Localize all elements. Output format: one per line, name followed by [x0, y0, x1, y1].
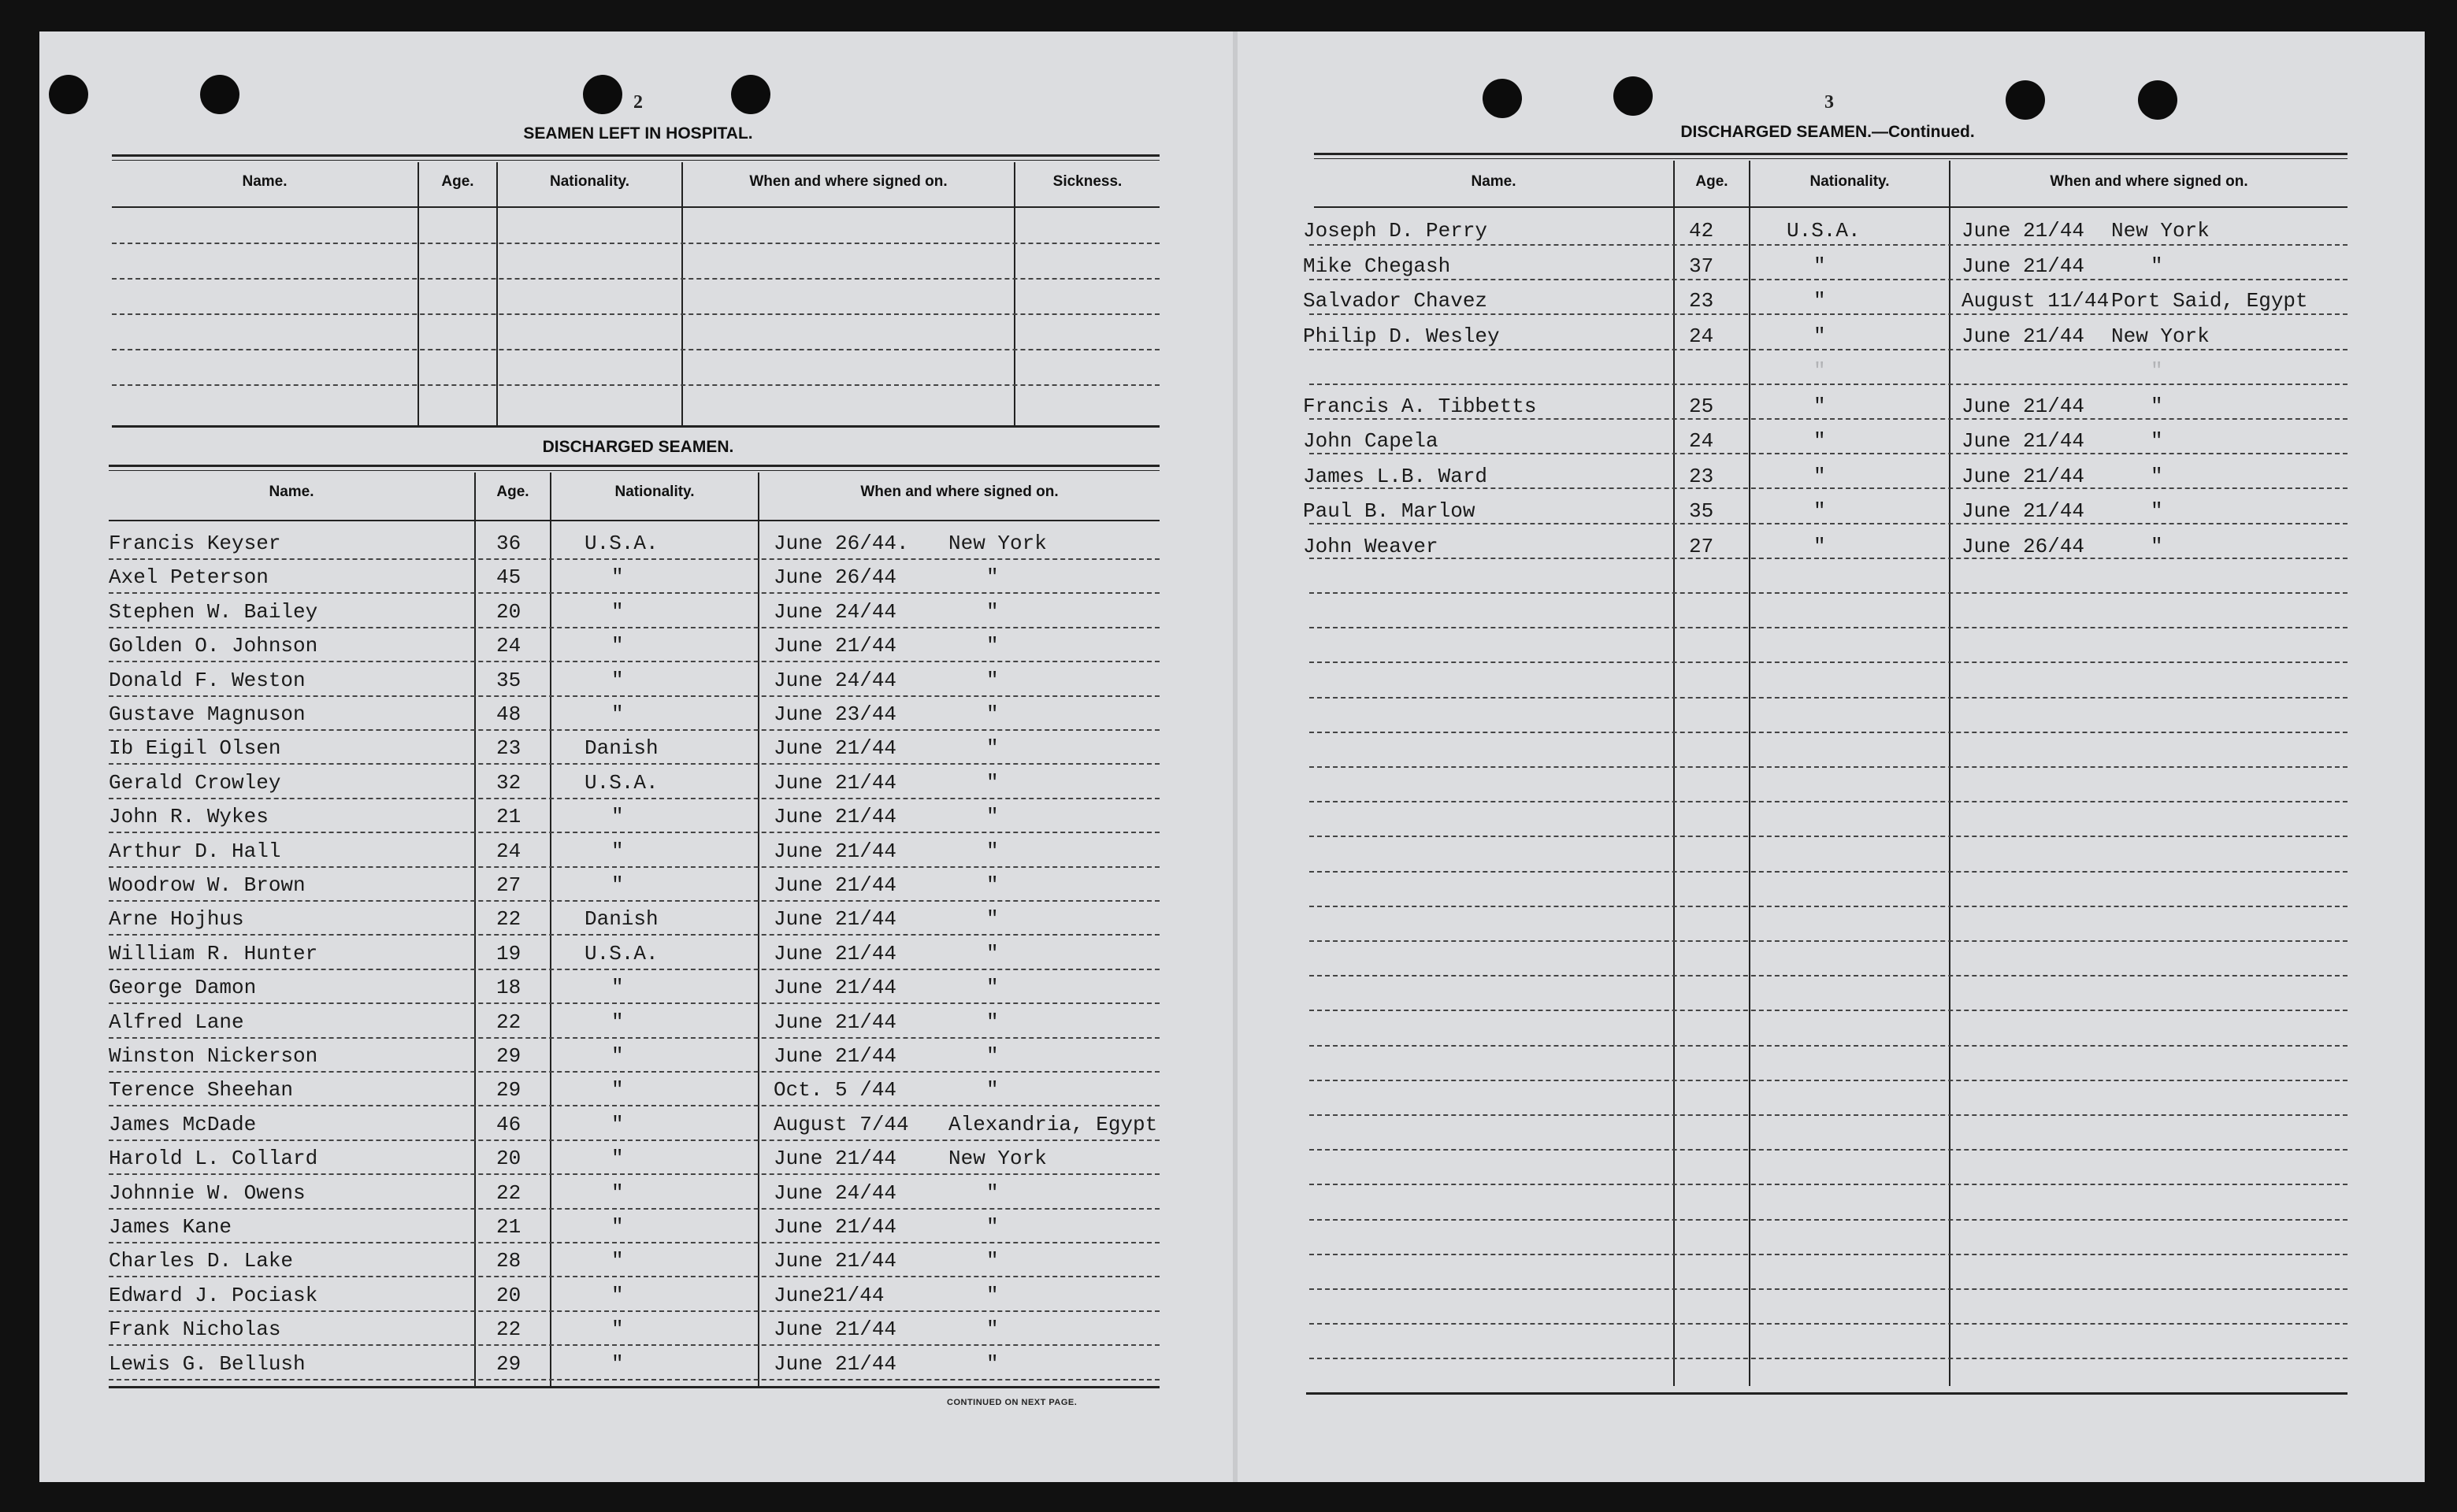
row-line	[1309, 766, 2348, 768]
right-col-signed-on: When and where signed on.	[2050, 173, 2248, 190]
right-col-age: Age.	[1695, 173, 1728, 190]
hospital-col-nationality: Nationality.	[550, 173, 629, 190]
signed-on-date: June 21/44	[1962, 465, 2085, 488]
row-line	[109, 1071, 1160, 1073]
hospital-row-line	[112, 243, 1160, 244]
right-col-nationality: Nationality.	[1809, 173, 1890, 190]
signed-on-place: "	[986, 771, 999, 795]
signed-on-place: "	[986, 600, 999, 624]
seaman-age: 45	[496, 565, 521, 589]
signed-on-place: "	[986, 634, 999, 658]
signed-on-date: June 24/44	[774, 1181, 897, 1205]
seaman-name: Gerald Crowley	[109, 771, 281, 795]
row-line	[109, 1002, 1160, 1004]
signed-on-date: June 21/44	[774, 839, 897, 863]
signed-on-place: "	[2151, 254, 2163, 278]
row-line	[1309, 313, 2348, 315]
seaman-age: 27	[496, 873, 521, 897]
continued-note: CONTINUED ON NEXT PAGE.	[947, 1398, 1078, 1407]
row-line	[1309, 697, 2348, 699]
seaman-age: 23	[1689, 289, 1714, 313]
signed-on-date: June 21/44	[774, 873, 897, 897]
seaman-name: Charles D. Lake	[109, 1249, 294, 1273]
row-line	[1309, 836, 2348, 837]
seaman-age: 21	[496, 1215, 521, 1239]
discharged-bottom-rule	[109, 1386, 1160, 1388]
seaman-name: Golden O. Johnson	[109, 634, 318, 658]
seaman-nationality: "	[611, 702, 624, 726]
row-line	[1309, 279, 2348, 280]
seaman-age: 20	[496, 1284, 521, 1307]
seaman-age: 22	[496, 907, 521, 931]
signed-on-date: June 21/44	[1962, 254, 2085, 278]
row-line	[109, 1208, 1160, 1210]
row-line	[1309, 906, 2348, 907]
hospital-col-name: Name.	[242, 173, 288, 190]
punch-hole	[731, 75, 770, 114]
signed-on-place: New York	[948, 1147, 1047, 1170]
row-line	[109, 729, 1160, 731]
discharged-section-title: DISCHARGED SEAMEN.	[542, 438, 734, 456]
row-line	[1309, 1080, 2348, 1081]
signed-on-place: New York	[948, 532, 1047, 555]
row-line	[109, 1140, 1160, 1141]
seaman-name: Arne Hojhus	[109, 907, 244, 931]
seaman-name: George Damon	[109, 976, 257, 999]
signed-on-place: New York	[2111, 219, 2210, 243]
right-header-rule	[1314, 206, 2348, 208]
signed-on-place: "	[2151, 429, 2163, 453]
seaman-name: John R. Wykes	[109, 805, 269, 828]
signed-on-date: June 21/44	[774, 942, 897, 965]
hospital-col-age: Age.	[441, 173, 474, 190]
seaman-nationality: "	[611, 1147, 624, 1170]
seaman-nationality: "	[611, 1249, 624, 1273]
row-line	[1309, 418, 2348, 420]
seaman-nationality: "	[1813, 324, 1826, 348]
row-line	[1309, 1184, 2348, 1185]
signed-on-place: Alexandria, Egypt	[948, 1113, 1158, 1136]
seaman-age: 29	[496, 1352, 521, 1376]
seaman-nationality: "	[611, 565, 624, 589]
row-line	[109, 1173, 1160, 1175]
row-line	[109, 969, 1160, 970]
seaman-age: 24	[1689, 324, 1714, 348]
hospital-col-signed-on: When and where signed on.	[749, 173, 948, 190]
seaman-age: 20	[496, 600, 521, 624]
signed-on-date: Oct. 5 /44	[774, 1078, 897, 1102]
right-top-rule-thin	[1314, 158, 2348, 159]
signed-on-place: "	[986, 907, 999, 931]
signed-on-place: "	[986, 976, 999, 999]
row-line	[109, 661, 1160, 662]
signed-on-date: June 21/44	[774, 805, 897, 828]
signed-on-place: "	[986, 565, 999, 589]
seaman-name: Frank Nicholas	[109, 1317, 281, 1341]
page-gutter	[1233, 32, 1238, 1482]
punch-hole	[200, 75, 239, 114]
seaman-nationality: "	[611, 1078, 624, 1102]
seaman-nationality: "	[1813, 535, 1826, 558]
row-line	[109, 900, 1160, 902]
seaman-nationality: "	[1813, 289, 1826, 313]
hospital-col-sickness: Sickness.	[1052, 173, 1123, 190]
seaman-name: Axel Peterson	[109, 565, 269, 589]
signed-on-place: "	[986, 669, 999, 692]
row-line	[109, 558, 1160, 560]
seaman-nationality: U.S.A.	[585, 771, 659, 795]
signed-on-date: June 21/44	[774, 976, 897, 999]
seaman-age: 28	[496, 1249, 521, 1273]
seaman-nationality: "	[611, 600, 624, 624]
row-line	[1309, 1045, 2348, 1047]
row-line	[109, 1379, 1160, 1380]
seaman-age: 36	[496, 532, 521, 555]
column-divider	[1949, 161, 1950, 1386]
discharged-header-rule	[109, 520, 1160, 521]
row-line	[1309, 592, 2348, 594]
seaman-nationality: "	[611, 1317, 624, 1341]
signed-on-date: August 11/44	[1962, 289, 2110, 313]
row-line	[1309, 349, 2348, 350]
seaman-age: 21	[496, 805, 521, 828]
row-line	[1309, 1358, 2348, 1359]
signed-on-date: June 21/44	[774, 1010, 897, 1034]
hospital-row-line	[112, 384, 1160, 386]
seaman-age: 48	[496, 702, 521, 726]
seaman-age: 23	[1689, 465, 1714, 488]
right-top-rule	[1314, 153, 2348, 155]
signed-on-place: "	[986, 873, 999, 897]
row-line	[109, 866, 1160, 868]
hospital-row-line	[112, 349, 1160, 350]
seaman-name: John Capela	[1303, 429, 1438, 453]
seaman-name: Donald F. Weston	[109, 669, 306, 692]
row-line	[109, 1105, 1160, 1106]
column-divider	[474, 472, 476, 1386]
signed-on-date: June 21/44	[774, 1215, 897, 1239]
signed-on-date: June 21/44	[774, 1317, 897, 1341]
row-line	[1309, 523, 2348, 524]
discharged-col-nationality: Nationality.	[614, 484, 695, 500]
seaman-nationality: "	[611, 669, 624, 692]
seaman-nationality: "	[611, 1044, 624, 1068]
seaman-nationality: "	[611, 1352, 624, 1376]
seaman-name: Paul B. Marlow	[1303, 499, 1475, 523]
row-line	[109, 763, 1160, 765]
seaman-nationality: "	[611, 1113, 624, 1136]
seaman-name: William R. Hunter	[109, 942, 318, 965]
seaman-name: John Weaver	[1303, 535, 1438, 558]
signed-on-date: June 26/44	[1962, 535, 2085, 558]
row-line	[109, 1310, 1160, 1312]
signed-on-date: June 21/44	[774, 1147, 897, 1170]
signed-on-place: "	[986, 702, 999, 726]
seaman-name: Mike Chegash	[1303, 254, 1451, 278]
punch-hole	[2006, 80, 2045, 120]
seaman-name: James L.B. Ward	[1303, 465, 1488, 488]
signed-on-place: "	[2151, 465, 2163, 488]
row-line	[1309, 1010, 2348, 1011]
seaman-nationality: "	[611, 873, 624, 897]
row-line	[109, 627, 1160, 628]
signed-on-date: June 21/44	[1962, 499, 2085, 523]
seaman-age: 22	[496, 1010, 521, 1034]
seaman-age: 32	[496, 771, 521, 795]
seaman-nationality: "	[1813, 465, 1826, 488]
row-line	[1309, 487, 2348, 489]
row-line	[1309, 975, 2348, 976]
signed-on-place: "	[986, 736, 999, 760]
row-line	[1309, 558, 2348, 559]
seaman-nationality: "	[1813, 395, 1826, 418]
signed-on-date: June 21/44	[1962, 324, 2085, 348]
seaman-age: 24	[496, 839, 521, 863]
discharged-col-name: Name.	[269, 484, 314, 500]
seaman-age: 22	[496, 1181, 521, 1205]
row-line	[1309, 1254, 2348, 1255]
seaman-name: Francis A. Tibbetts	[1303, 395, 1537, 418]
seaman-age: 25	[1689, 395, 1714, 418]
signed-on-place: "	[986, 942, 999, 965]
hospital-row-line	[112, 313, 1160, 315]
right-bottom-rule	[1306, 1392, 2348, 1395]
signed-on-place: "	[986, 1078, 999, 1102]
signed-on-place: "	[986, 1044, 999, 1068]
row-line	[109, 798, 1160, 799]
row-line	[1309, 1149, 2348, 1151]
signed-on-place: "	[2151, 499, 2163, 523]
signed-on-place: "	[986, 1010, 999, 1034]
row-line	[1309, 1288, 2348, 1290]
row-line	[1309, 453, 2348, 454]
signed-on-date: June 24/44	[774, 669, 897, 692]
hospital-bottom-rule	[112, 425, 1160, 428]
signed-on-place: "	[986, 1317, 999, 1341]
seaman-age: 22	[496, 1317, 521, 1341]
row-line	[1309, 384, 2348, 385]
seaman-age: 35	[1689, 499, 1714, 523]
seaman-name: Stephen W. Bailey	[109, 600, 318, 624]
continued-section-title: DISCHARGED SEAMEN.—Continued.	[1680, 123, 1975, 141]
punch-hole	[49, 75, 88, 114]
signed-on-date: June 21/44	[774, 907, 897, 931]
seaman-name: Lewis G. Bellush	[109, 1352, 306, 1376]
row-line	[109, 1242, 1160, 1243]
seaman-name: Ib Eigil Olsen	[109, 736, 281, 760]
seaman-name: Woodrow W. Brown	[109, 873, 306, 897]
seaman-age: 42	[1689, 219, 1714, 243]
seaman-name: James Kane	[109, 1215, 232, 1239]
row-line	[109, 832, 1160, 833]
row-line	[1309, 1114, 2348, 1116]
seaman-name: Gustave Magnuson	[109, 702, 306, 726]
right-col-name: Name.	[1471, 173, 1516, 190]
discharged-col-signed-on: When and where signed on.	[860, 484, 1059, 500]
signed-on-date: June 21/44	[774, 634, 897, 658]
seaman-nationality: U.S.A.	[1787, 219, 1861, 243]
signed-on-place: Port Said, Egypt	[2111, 289, 2308, 313]
seaman-name: Harold L. Collard	[109, 1147, 318, 1170]
seaman-nationality: Danish	[585, 907, 659, 931]
punch-hole	[1483, 79, 1522, 118]
signed-on-date: June 26/44	[774, 565, 897, 589]
seaman-name: Winston Nickerson	[109, 1044, 318, 1068]
signed-on-date: June 21/44	[1962, 429, 2085, 453]
signed-on-place: "	[986, 805, 999, 828]
seaman-age: 37	[1689, 254, 1714, 278]
seaman-name: Johnnie W. Owens	[109, 1181, 306, 1205]
row-line	[1309, 662, 2348, 663]
seaman-age: 27	[1689, 535, 1714, 558]
signed-on-date: August 7/44	[774, 1113, 909, 1136]
seaman-nationality: "	[1813, 499, 1826, 523]
signed-on-date: June 23/44	[774, 702, 897, 726]
row-line	[1309, 627, 2348, 628]
row-line	[109, 1344, 1160, 1346]
seaman-nationality: "	[611, 1010, 624, 1034]
seaman-age: 29	[496, 1044, 521, 1068]
punch-hole	[1613, 76, 1653, 116]
seaman-age: 46	[496, 1113, 521, 1136]
row-line	[109, 934, 1160, 936]
signed-on-place: New York	[2111, 324, 2210, 348]
signed-on-place: "	[2151, 359, 2163, 383]
signed-on-date: June 21/44	[774, 1249, 897, 1273]
seaman-nationality: "	[611, 839, 624, 863]
seaman-name: Francis Keyser	[109, 532, 281, 555]
seaman-nationality: "	[611, 976, 624, 999]
row-line	[1309, 801, 2348, 802]
signed-on-place: "	[986, 1181, 999, 1205]
seaman-nationality: "	[1813, 359, 1826, 383]
seaman-nationality: "	[1813, 429, 1826, 453]
row-line	[109, 695, 1160, 697]
signed-on-date: June 21/44	[774, 1352, 897, 1376]
seaman-nationality: Danish	[585, 736, 659, 760]
signed-on-date: June 21/44	[774, 771, 897, 795]
row-line	[109, 1037, 1160, 1039]
seaman-age: 19	[496, 942, 521, 965]
discharged-top-rule-thin	[109, 470, 1160, 471]
seaman-age: 23	[496, 736, 521, 760]
signed-on-place: "	[986, 1284, 999, 1307]
seaman-age: 35	[496, 669, 521, 692]
row-line	[1309, 940, 2348, 942]
seaman-name: Salvador Chavez	[1303, 289, 1488, 313]
column-divider	[1673, 161, 1675, 1386]
seaman-name: Philip D. Wesley	[1303, 324, 1500, 348]
row-line	[1309, 1323, 2348, 1325]
row-line	[109, 592, 1160, 594]
seaman-nationality: U.S.A.	[585, 942, 659, 965]
page-number-right: 3	[1824, 92, 1834, 113]
hospital-section-title: SEAMEN LEFT IN HOSPITAL.	[523, 124, 753, 143]
seaman-age: 29	[496, 1078, 521, 1102]
row-line	[1309, 1219, 2348, 1221]
seaman-age: 18	[496, 976, 521, 999]
column-divider	[1749, 161, 1750, 1386]
hospital-row-line	[112, 278, 1160, 280]
signed-on-place: "	[986, 839, 999, 863]
seaman-nationality: U.S.A.	[585, 532, 659, 555]
signed-on-date: June21/44	[774, 1284, 885, 1307]
seaman-name: James McDade	[109, 1113, 257, 1136]
right-page	[1235, 32, 2425, 1482]
punch-hole	[2138, 80, 2177, 120]
signed-on-place: "	[986, 1352, 999, 1376]
hospital-top-rule	[112, 154, 1160, 157]
row-line	[1309, 244, 2348, 246]
seaman-nationality: "	[611, 634, 624, 658]
seaman-name: Joseph D. Perry	[1303, 219, 1488, 243]
column-divider	[550, 472, 551, 1386]
seaman-age: 24	[1689, 429, 1714, 453]
seaman-age: 24	[496, 634, 521, 658]
row-line	[109, 1276, 1160, 1277]
seaman-name: Edward J. Pociask	[109, 1284, 318, 1307]
signed-on-place: "	[2151, 535, 2163, 558]
signed-on-place: "	[986, 1249, 999, 1273]
signed-on-date: June 26/44.	[774, 532, 909, 555]
discharged-col-age: Age.	[496, 484, 529, 500]
seaman-nationality: "	[611, 1181, 624, 1205]
hospital-header-rule	[112, 206, 1160, 208]
seaman-name: Terence Sheehan	[109, 1078, 294, 1102]
seaman-nationality: "	[1813, 254, 1826, 278]
signed-on-date: June 21/44	[774, 1044, 897, 1068]
page-number-left: 2	[633, 92, 643, 113]
seaman-nationality: "	[611, 1215, 624, 1239]
signed-on-date: June 21/44	[774, 736, 897, 760]
discharged-top-rule	[109, 465, 1160, 467]
signed-on-place: "	[2151, 395, 2163, 418]
seaman-nationality: "	[611, 1284, 624, 1307]
signed-on-date: June 21/44	[1962, 395, 2085, 418]
seaman-nationality: "	[611, 805, 624, 828]
seaman-name: Arthur D. Hall	[109, 839, 281, 863]
row-line	[1309, 732, 2348, 733]
signed-on-date: June 24/44	[774, 600, 897, 624]
row-line	[1309, 871, 2348, 873]
column-divider	[758, 472, 759, 1386]
seaman-name: Alfred Lane	[109, 1010, 244, 1034]
seaman-age: 20	[496, 1147, 521, 1170]
signed-on-place: "	[986, 1215, 999, 1239]
hospital-top-rule-thin	[112, 160, 1160, 161]
signed-on-date: June 21/44	[1962, 219, 2085, 243]
